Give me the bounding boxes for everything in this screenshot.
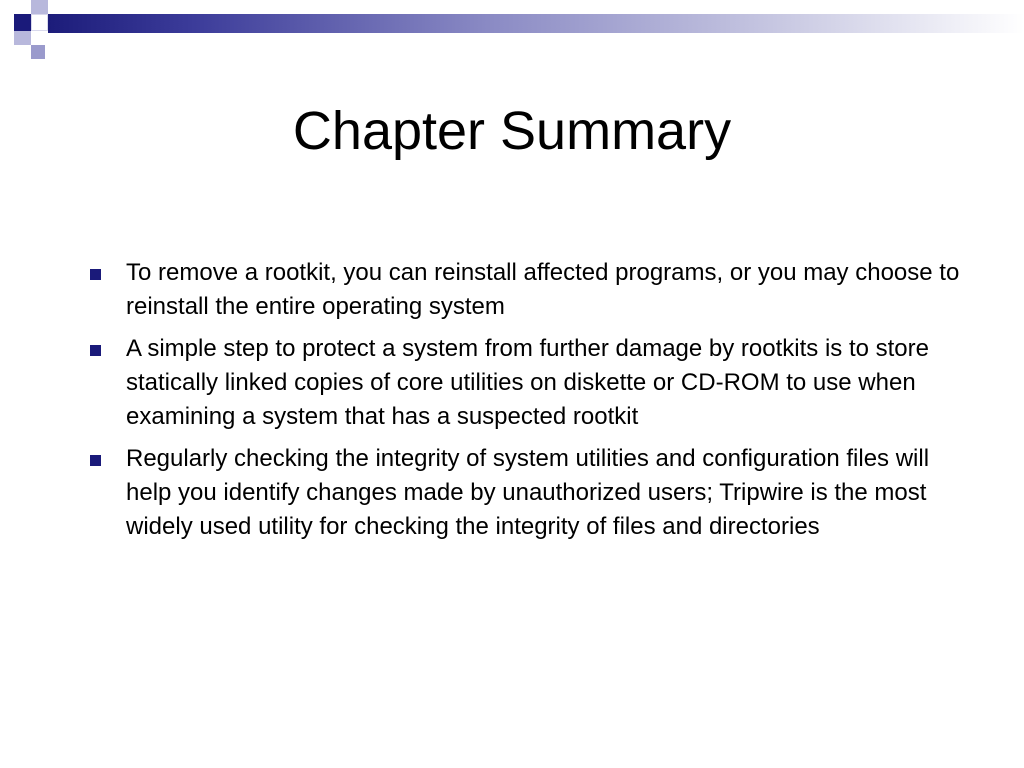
deco-square xyxy=(14,31,31,45)
deco-gradient-bar xyxy=(48,14,1024,33)
deco-square xyxy=(31,14,48,31)
slide-title: Chapter Summary xyxy=(292,101,732,161)
deco-square xyxy=(31,0,48,14)
bullet-item xyxy=(88,332,968,434)
bullet-list xyxy=(88,256,968,552)
square-bullet-icon xyxy=(90,269,101,280)
bullet-text: To remove a rootkit, you can reinstall affected programs, or you may choose to reinstall the entire operating system xyxy=(126,259,960,320)
square-bullet-icon xyxy=(90,455,101,466)
deco-square xyxy=(14,14,31,31)
bullet-item xyxy=(88,256,968,324)
deco-square xyxy=(0,0,14,14)
bullet-text: Regularly checking the integrity of system utilities and configuration files will help you identify changes made by unauthorized users; Tripwire is the most widely used utility for checking the integrity of files and directories xyxy=(126,445,930,540)
square-bullet-icon xyxy=(90,345,101,356)
bullet-text: A simple step to protect a system from further damage by rootkits is to store statically linked copies of core utilities on diskette or CD-ROM to use when examining a system that has a suspected rootkit xyxy=(126,335,929,430)
bullet-item xyxy=(88,442,968,544)
deco-square xyxy=(31,45,45,59)
